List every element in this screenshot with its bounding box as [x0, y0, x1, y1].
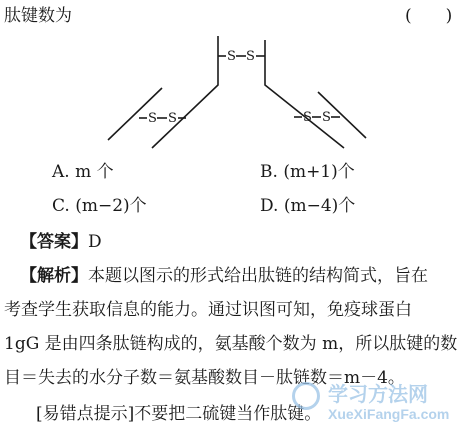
option-c-text: (m−2)个 — [75, 196, 147, 216]
sulfur-label-left-1: S — [148, 111, 157, 126]
sulfur-label-right-2: S — [322, 110, 331, 125]
analysis-line-2: 考查学生获取信息的能力。通过识图可知，免疫球蛋白 — [4, 300, 412, 320]
option-a-text: m 个 — [75, 162, 114, 182]
option-b-text: (m+1)个 — [283, 162, 355, 182]
option-d-label: D. — [260, 196, 279, 216]
watermark-url: XueXiFangFa.com — [328, 406, 450, 422]
option-a-label: A. — [52, 162, 70, 182]
option-c — [52, 196, 147, 216]
heavy-chain-left — [152, 36, 218, 148]
answer-label: 【答案】 — [20, 232, 88, 252]
sulfur-label-top-1: S — [227, 49, 236, 64]
sulfur-label-right-1: S — [303, 110, 312, 125]
analysis-text-1: 本题以图示的形式给出肽链的结构简式，旨在 — [88, 266, 428, 286]
option-d — [260, 196, 355, 216]
question-stem: 肽键数为 — [4, 6, 72, 26]
sulfur-label-top-2: S — [246, 49, 255, 64]
error-tip: [易错点提示]不要把二硫键当作肽键。 — [36, 404, 322, 424]
watermark — [288, 372, 468, 432]
analysis-line-3: 1gG 是由四条肽链构成的，氨基酸个数为 m，所以肽键的数 — [4, 334, 458, 354]
heavy-chain-right — [265, 40, 344, 148]
answer-value: D — [88, 232, 102, 252]
option-d-text: (m−4)个 — [283, 196, 356, 216]
answer-line — [20, 232, 102, 252]
analysis-line-1 — [20, 266, 428, 286]
option-a — [52, 162, 114, 182]
option-b-label: B. — [260, 162, 278, 182]
analysis-label: 【解析】 — [20, 266, 88, 286]
analysis-line-4: 目＝失去的水分子数＝氨基酸数目－肽链数＝m－4。 — [4, 368, 405, 388]
antibody-structure-diagram — [0, 0, 474, 170]
sulfur-label-left-2: S — [168, 111, 177, 126]
answer-bracket: ( ) — [405, 6, 453, 26]
watermark-brand: 学习方法网 — [328, 384, 428, 406]
option-b — [260, 162, 355, 182]
option-c-label: C. — [52, 196, 70, 216]
watermark-logo-icon — [292, 382, 320, 410]
